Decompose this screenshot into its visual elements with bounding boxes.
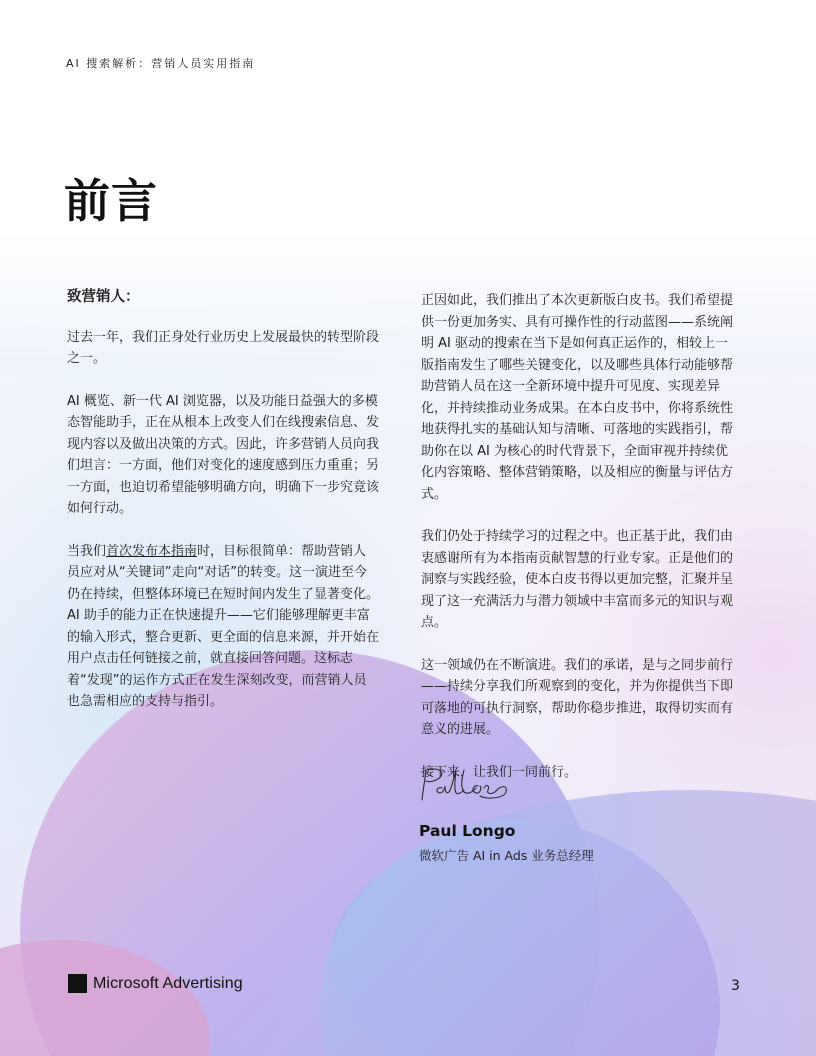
closing-line: 接下来，让我们一同前行。 (421, 764, 578, 780)
paragraph: 过去一年，我们正身处行业历史上发展最快的转型阶段之一。 (67, 329, 380, 366)
paragraph-with-link (67, 541, 379, 713)
paragraph: 我们仍处于持续学习的过程之中。也正基于此，我们由衷感谢所有为本指南贡献智慧的行业专家。正是他们的洞察与实践经验，使本白皮书得以更加完整，汇聚并呈现了这一充满活力与潜力领域中丰富而多元的知识与观点。 (421, 529, 734, 630)
signer-name: Paul Longo (419, 822, 516, 840)
brand-name: Microsoft Advertising (93, 974, 243, 992)
paragraph: 这一领域仍在不断演进。我们的承诺，是与之同步前行——持续分享我们所观察到的变化，并为你提供当下即可落地的可执行洞察，帮助你稳步推进，取得切实而有意义的进展。 (421, 657, 734, 737)
salutation: 致营销人： (67, 289, 140, 305)
page-title: 前言 (64, 174, 158, 228)
page-number: 3 (731, 978, 740, 994)
paragraph: AI 概览、新一代 AI 浏览器，以及功能日益强大的多模态智能助手，正在从根本上改变人们在线搜索信息、发现内容以及做出决策的方式。因此，许多营销人员向我们坦言：一方面，他们对变化的速度感到压力重重；另一方面，也迫切希望能够明确方向，明确下一步究竟该如何行动。 (67, 393, 380, 516)
paragraph: 正因如此，我们推出了本次更新版白皮书。我们希望提供一份更加务实、具有可操作性的行动蓝图——系统阐明 AI 驱动的搜索在当下是如何真正运作的，相较上一版指南发生了哪些关键变化，以及哪些具体行动能够帮助营销人员在这一全新环境中提升可见度、实现差异化，并持续推动业务成果。在本白皮书中，你将系统性地获得扎实的基础认知与清晰、可落地的实践指引，帮助你在以 AI 为核心的时代背景下，全面审视并持续优化内容策略、整体营销策略，以及相应的衡量与评估方式。 (421, 293, 734, 502)
microsoft-advertising-logo (68, 974, 243, 993)
first-guide-link[interactable]: 首次发布本指南 (106, 543, 198, 559)
letter-left-column (67, 287, 379, 734)
paragraph-text: 当我们 (67, 543, 107, 559)
handwritten-signature (418, 764, 513, 806)
letter-right-column (421, 290, 733, 804)
running-header: AI 搜索解析：营销人员实用指南 (66, 57, 256, 70)
paragraph-text: 时，目标很简单：帮助营销人员应对从“关键词”走向“对话”的转变。这一演进至今仍在持续，但整体环境已在短时间内发生了显著变化。AI 助手的能力正在快速提升——它们能够理解更丰富的输入形式，整合更新、更全面的信息来源，并开始在用户点击任何链接之前，就直接回答问题。这标志着“发现”的运作方式正在发生深刻改变，而营销人员也急需相应的支持与指引。 (67, 543, 380, 709)
logo-square-icon (68, 974, 87, 993)
signer-title: 微软广告 AI in Ads 业务总经理 (419, 848, 594, 863)
